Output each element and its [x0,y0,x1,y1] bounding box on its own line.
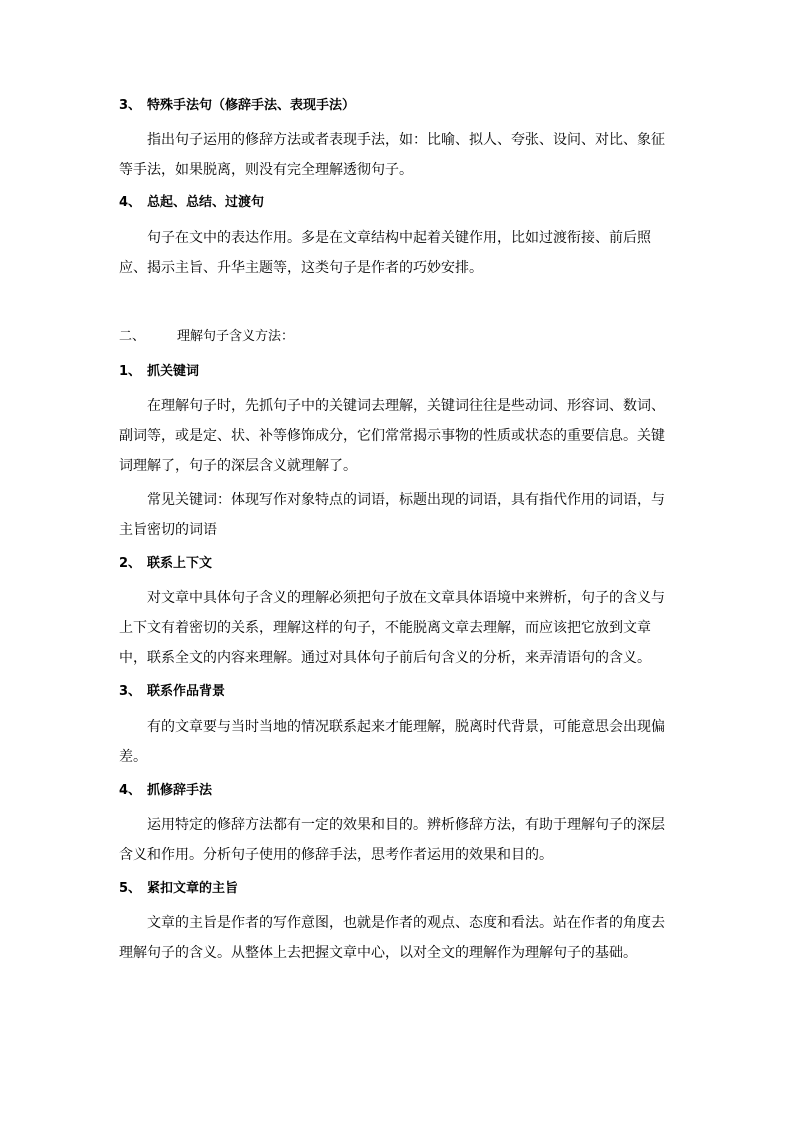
numbered-heading [119,96,355,116]
paragraph-line: 对文章中具体句子含义的理解必须把句子放在文章具体语境中来辨析，句子的含义与 [147,590,665,606]
numbered-heading [119,781,212,801]
heading-number: 4、 [119,783,142,798]
paragraph-line: 中，联系全文的内容来理解。通过对具体句子前后句含义的分析，来弄清语句的含义。 [119,650,651,666]
heading-number: 2、 [119,556,142,571]
heading-text: 紧扣文章的主旨 [147,881,239,896]
heading-text: 联系作品背景 [147,684,226,699]
heading-number: 3、 [119,98,142,113]
paragraph-line: 句子在文中的表达作用。多是在文章结构中起着关键作用，比如过渡衔接、前后照 [147,230,651,246]
paragraph-line: 含义和作用。分析句子使用的修辞手法，思考作者运用的效果和目的。 [119,847,553,863]
paragraph-line: 上下文有着密切的关系，理解这样的句子，不能脱离文章去理解，而应该把它放到文章 [119,620,651,636]
heading-number: 4、 [119,195,142,210]
heading-text: 总起、总结、过渡句 [147,195,265,210]
paragraph-line: 差。 [119,749,147,765]
paragraph-line: 文章的主旨是作者的写作意图，也就是作者的观点、态度和看法。站在作者的角度去 [147,915,665,931]
heading-text: 理解句子含义方法： [177,329,295,344]
heading-number: 1、 [119,364,142,379]
paragraph-line: 词理解了，句子的深层含义就理解了。 [119,458,357,474]
heading-number: 二、 [119,329,146,344]
heading-number: 3、 [119,684,142,699]
paragraph-line: 主旨密切的词语 [119,522,217,538]
numbered-heading [119,193,264,213]
section-heading [119,327,294,347]
numbered-heading [119,362,199,382]
heading-text: 特殊手法句（修辞手法、表现手法） [147,98,356,113]
numbered-heading [119,879,238,899]
heading-number: 5、 [119,881,142,896]
paragraph-line: 等手法，如果脱离，则没有完全理解透彻句子。 [119,162,413,178]
heading-text: 抓关键词 [147,364,200,379]
paragraph-line: 有的文章要与当时当地的情况联系起来才能理解，脱离时代背景，可能意思会出现偏 [147,719,665,735]
heading-text: 抓修辞手法 [147,783,213,798]
paragraph-line: 常见关键词：体现写作对象特点的词语，标题出现的词语，具有指代作用的词语，与 [147,492,665,508]
numbered-heading [119,682,225,702]
heading-text: 联系上下文 [147,556,213,571]
paragraph-line: 在理解句子时，先抓句子中的关键词去理解，关键词往往是些动词、形容词、数词、 [147,398,665,414]
paragraph-line: 副词等，或是定、状、补等修饰成分，它们常常揭示事物的性质或状态的重要信息。关键 [119,428,665,444]
paragraph-line: 指出句子运用的修辞方法或者表现手法，如：比喻、拟人、夸张、设问、对比、象征 [147,132,665,148]
numbered-heading [119,554,212,574]
paragraph-line: 理解句子的含义。从整体上去把握文章中心，以对全文的理解作为理解句子的基础。 [119,945,637,961]
paragraph-line: 运用特定的修辞方法都有一定的效果和目的。辨析修辞方法，有助于理解句子的深层 [147,817,665,833]
paragraph-line: 应、揭示主旨、升华主题等，这类句子是作者的巧妙安排。 [119,260,483,276]
